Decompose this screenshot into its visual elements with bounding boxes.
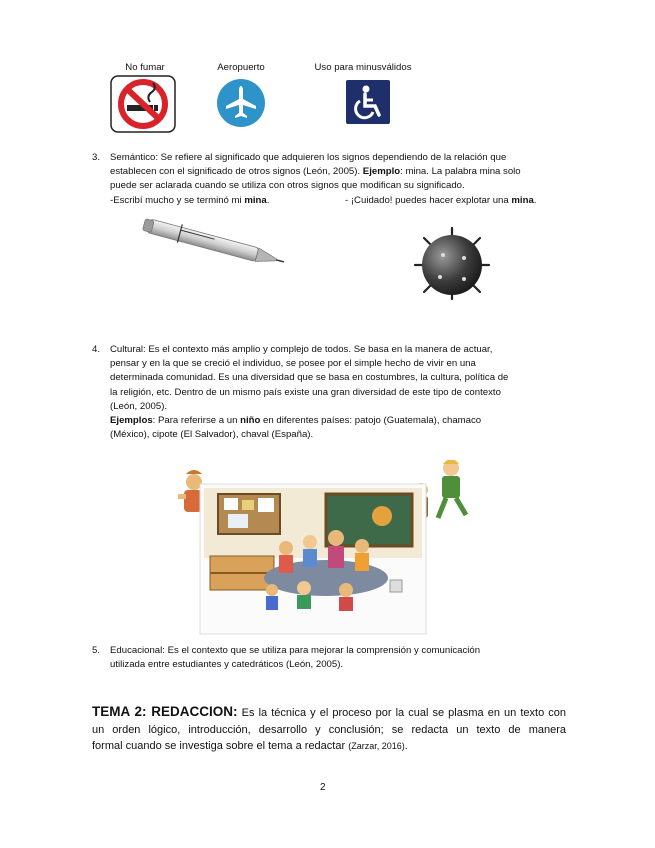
item-5-text (110, 644, 570, 672)
item-4-line-5: (León, 2005). (110, 400, 168, 412)
item-5-number: 5. (92, 645, 101, 656)
item-3-example-label: Ejemplo (362, 166, 401, 178)
item-4-number: 4. (92, 344, 101, 355)
no-smoking-icon (110, 75, 176, 133)
item-4-line-3: determinada comunidad. Es una diversidad que se basa en costumbres, la cultura, política de (110, 372, 509, 384)
item-3-examples (110, 194, 580, 208)
item-3-example-pencil: -Escribí mucho y se terminó mi mina. (110, 194, 270, 206)
topic-2-title: TEMA 2: REDACCION: (92, 704, 238, 719)
wheelchair-icon (346, 80, 390, 124)
item-4-line-2: pensar y en la que se creció el individuo, se posee por el simple hecho de vivir en una (110, 358, 476, 370)
page-number: 2 (320, 782, 326, 793)
topic-2-line-3: formal cuando se investiga sobre el tema a redactar (Zarzar, 2016). (92, 740, 408, 752)
item-4-line-4: la religión, etc. Dentro de un mismo país existe una gran diversidad de este tipo de contexto (110, 386, 501, 398)
item-5-line-2: utilizada entre estudiantes y catedráticos (León, 2005). (110, 659, 344, 671)
item-3-line-1: Semántico: Se refiere al significado que adquieren los signos dependiendo de la relación que (110, 152, 507, 163)
airplane-icon (216, 78, 266, 128)
sign-label-airport: Aeropuerto (217, 62, 265, 73)
sign-label-wheelchair: Uso para minusválidos (314, 62, 412, 73)
item-3-number: 3. (92, 152, 101, 163)
classroom-illustration (176, 460, 496, 638)
child-left-figure (178, 470, 202, 512)
topic-2-citation: (Zarzar, 2016) (348, 741, 405, 751)
mechanical-pencil-image (138, 218, 288, 272)
item-4-example: Ejemplos: Para referirse a un niño en diferentes países: patojo (Guatemala), chamaco (110, 415, 482, 427)
item-3-text (110, 151, 580, 208)
item-3-example-mine: - ¡Cuidado! puedes hacer explotar una mina. (345, 194, 537, 206)
sign-label-no-smoking: No fumar (125, 62, 165, 73)
item-4-text (110, 343, 570, 442)
item-5-line-1: Educacional: Es el contexto que se utiliza para mejorar la comprensión y comunicación (110, 645, 481, 656)
topic-2-line-1: TEMA 2: REDACCION: Es la técnica y el proceso por la cual se plasma en un texto con (92, 704, 567, 719)
topic-2-paragraph (92, 704, 566, 755)
item-4-line-1: Cultural: Es el contexto más amplio y complejo de todos. Se basa en la manera de actuar, (110, 344, 493, 355)
item-4-example-line-2: (México), cipote (El Salvador), chaval (España). (110, 429, 314, 441)
topic-2-line-2: un orden lógico, introducción, desarrollo y conclusión; se redacta un texto de manera (92, 723, 566, 736)
item-3-line-2: establecen con el significado de otros signos (León, 2005). Ejemplo: mina. La palabra mina solo (110, 166, 521, 178)
item-3-line-3: puede ser aclarada cuando se utiliza con otros signos que modifican su significado. (110, 180, 465, 192)
sea-mine-image (412, 225, 492, 300)
